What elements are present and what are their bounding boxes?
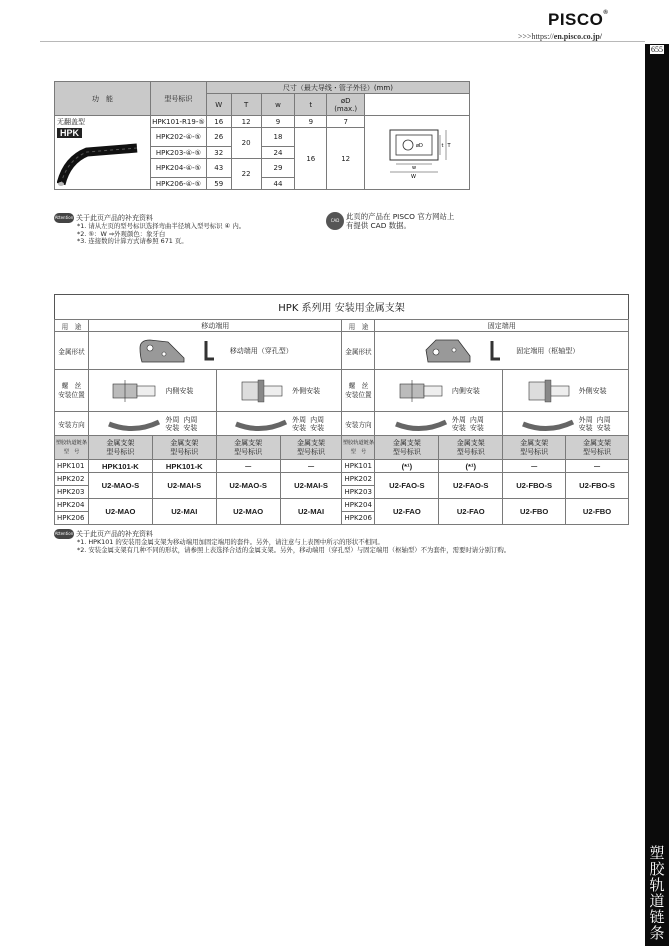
t-cell: 9 [295, 116, 327, 128]
part-number: U2-MAO [216, 499, 280, 525]
col-dim-group: 尺寸（最大导线・管子外径）(mm) [206, 82, 469, 94]
page-number: 655 [645, 45, 669, 54]
inner-mount-label: 内周 安装 [469, 415, 484, 432]
row-model-head: 塑胶轨道链条 型 号 [342, 436, 375, 460]
model-cell: HPK204-④-⑤ [150, 159, 206, 178]
note-line: *3. 连接数的计算方式请参照 671 页。 [77, 237, 188, 246]
part-number: U2-MAO-S [216, 473, 280, 499]
col-head: 金属支架 型号标识 [503, 436, 566, 460]
fixed-bracket-icon [424, 338, 474, 364]
w-cell: 18 [261, 128, 295, 147]
diagram-label-t: t [441, 142, 444, 149]
T-cell: 22 [231, 159, 261, 190]
header-divider [40, 41, 645, 42]
chain-curve-icon [234, 416, 288, 432]
diagram-header [365, 94, 470, 116]
model-cell: HPK206-④-⑤ [150, 178, 206, 190]
inner-mount-label: 内周 安装 [310, 415, 325, 432]
website-url[interactable]: >>>https://en.pisco.co.jp/ [518, 32, 602, 41]
shape-moving-cell [88, 332, 342, 370]
col-w: w [261, 94, 295, 116]
col-head: 金属支架 型号标识 [280, 436, 342, 460]
note-head: 关于此页产品的补充资料 [76, 214, 153, 222]
direction-fixed-b [503, 412, 629, 436]
part-number: － [566, 460, 629, 473]
part-number: U2-FAO-S [375, 473, 439, 499]
w-cell: 29 [261, 159, 295, 178]
table-row-label: HPK101 [342, 460, 375, 473]
row-shape: 金属形状 [55, 332, 89, 370]
row-direction: 安装方向 [342, 412, 375, 436]
row-use: 用 途 [342, 320, 375, 332]
diagram-label-w: w [412, 164, 417, 171]
W-cell: 59 [206, 178, 231, 190]
W-cell: 32 [206, 147, 231, 159]
col-W: W [206, 94, 231, 116]
table-row-label: HPK206 [55, 512, 89, 525]
spec-table [54, 81, 470, 190]
part-number: － [216, 460, 280, 473]
part-number: U2-FBO-S [566, 473, 629, 499]
supplement-note-1 [54, 213, 314, 246]
screw-inner-fixed [375, 370, 503, 412]
cad-icon: CAD [326, 212, 344, 230]
note-line: *2. 安装金属支架有几种不同的形状，请参照上表选择合适的金属支架。另外，移动端用（穿孔型）与固定端用（枢轴型）不为套件，需要时请分别订购。 [77, 545, 511, 554]
moving-bracket-icon [138, 338, 188, 364]
note-line: *1. 请从左页的型号标识选择弯曲半径填入型号标识 ④ 内。 [77, 222, 246, 230]
inner-mount-icon [398, 378, 446, 404]
row-model-head: 塑胶轨道链条 型 号 [55, 436, 89, 460]
part-number: (*¹) [439, 460, 503, 473]
D-cell: 12 [327, 128, 365, 190]
use-fixed: 固定端用 [375, 320, 629, 332]
w-cell: 24 [261, 147, 295, 159]
pisco-logo: PISCO® [548, 10, 609, 29]
note-line: *1. HPK101 的安装用金属支架为移动端用加固定端用的套件。另外，请注意与上表图中所示的形状不相同。 [77, 538, 384, 546]
outer-mount-label: 外周 安装 [165, 415, 180, 432]
info-icon: Attention [54, 213, 74, 223]
side-title: 塑 胶 轨 道 链 条 [649, 844, 665, 942]
col-function: 功 能 [55, 82, 151, 116]
col-head: 金属支架 型号标识 [566, 436, 629, 460]
l-bracket-icon [488, 339, 502, 363]
part-number: U2-MAO [88, 499, 152, 525]
part-number: － [503, 460, 566, 473]
t-cell: 16 [295, 128, 327, 190]
part-number: U2-MAO-S [88, 473, 152, 499]
table-row-label: HPK203 [55, 486, 89, 499]
inner-mount-label: 内周 安装 [596, 415, 611, 432]
inner-mount-icon [111, 378, 159, 404]
direction-moving-b [216, 412, 342, 436]
row-shape: 金属形状 [342, 332, 375, 370]
part-number: U2-MAI [280, 499, 342, 525]
part-number: U2-FAO [439, 499, 503, 525]
part-number: U2-FAO-S [439, 473, 503, 499]
col-D: øD (max.) [327, 94, 365, 116]
chain-curve-icon [394, 416, 448, 432]
table-row-label: HPK202 [342, 473, 375, 486]
inner-label: 内側安装 [451, 386, 480, 395]
row-use: 用 途 [55, 320, 89, 332]
part-number: U2-FAO [375, 499, 439, 525]
col-head: 金属支架 型号标识 [439, 436, 503, 460]
part-number: U2-MAI-S [152, 473, 216, 499]
outer-mount-label: 外周 安装 [451, 415, 466, 432]
table-row-label: HPK204 [55, 499, 89, 512]
w-cell: 9 [261, 116, 295, 128]
function-cell [55, 116, 151, 190]
hpk-badge: HPK [57, 128, 82, 138]
col-t: t [295, 94, 327, 116]
col-T: T [231, 94, 261, 116]
model-cell: HPK101-R19-⑤ [152, 117, 205, 126]
table-row-label: HPK206 [342, 512, 375, 525]
table-row-label: HPK202 [55, 473, 89, 486]
col-head: 金属支架 型号标识 [375, 436, 439, 460]
shape-fixed-cell [375, 332, 629, 370]
T-cell: 20 [231, 128, 261, 159]
outer-mount-icon [238, 378, 286, 404]
bracket-table [54, 319, 629, 525]
outer-label: 外側安装 [578, 386, 607, 395]
part-number: U2-MAI [152, 499, 216, 525]
row-screw: 螺 丝 安装位置 [342, 370, 375, 412]
side-band [645, 44, 669, 946]
chain-curve-icon [107, 416, 161, 432]
col-head: 金属支架 型号标识 [152, 436, 216, 460]
shape-moving-label: 移动端用（穿孔型） [229, 346, 293, 355]
D-cell: 7 [327, 116, 365, 128]
w-cell: 44 [261, 178, 295, 190]
outer-mount-label: 外周 安装 [292, 415, 307, 432]
dimension-diagram-cell [365, 116, 470, 190]
part-number: U2-FBO [566, 499, 629, 525]
diagram-label-D: øD [416, 142, 423, 149]
W-cell: 26 [206, 128, 231, 147]
part-number: － [280, 460, 342, 473]
diagram-label-T: T [447, 142, 451, 149]
cad-note [326, 212, 486, 230]
part-number: U2-MAI-S [280, 473, 342, 499]
note-head: 关于此页产品的补充资料 [76, 530, 153, 538]
row-screw: 螺 丝 安装位置 [55, 370, 89, 412]
chain-image [57, 140, 143, 188]
dimension-diagram [382, 124, 452, 180]
inner-mount-label: 内周 安装 [183, 415, 198, 432]
cad-line-2: 有提供 CAD 数据。 [346, 221, 411, 230]
T-cell: 12 [231, 116, 261, 128]
supplement-note-2 [54, 529, 634, 554]
part-number: U2-FBO-S [503, 473, 566, 499]
table-row-label: HPK101 [55, 460, 89, 473]
screw-inner-moving [88, 370, 216, 412]
direction-moving-a [88, 412, 216, 436]
model-cell: HPK203-④-⑤ [150, 147, 206, 159]
part-number: (*¹) [375, 460, 439, 473]
model-cell: HPK202-④-⑤ [150, 128, 206, 147]
direction-fixed-a [375, 412, 503, 436]
col-model: 型号标识 [150, 82, 206, 116]
use-moving: 移动端用 [88, 320, 342, 332]
W-cell: 43 [206, 159, 231, 178]
l-bracket-icon [202, 339, 216, 363]
note-line: *2. ⑤：W ⇒外观颜色：象牙白 [77, 229, 166, 238]
inner-label: 内側安装 [165, 386, 194, 395]
chain-curve-icon [521, 416, 575, 432]
table-row-label: HPK204 [342, 499, 375, 512]
info-icon: Attention [54, 529, 74, 539]
row-direction: 安装方向 [55, 412, 89, 436]
outer-mount-label: 外周 安装 [578, 415, 593, 432]
col-head: 金属支架 型号标识 [88, 436, 152, 460]
part-number: U2-FBO [503, 499, 566, 525]
screw-outer-fixed [503, 370, 629, 412]
W-cell: 16 [206, 116, 231, 128]
outer-label: 外側安装 [292, 386, 321, 395]
outer-mount-icon [525, 378, 573, 404]
function-label: 无翻盖型 [57, 118, 85, 126]
part-number: HPK101-K [152, 460, 216, 473]
cad-line-1: 此页的产品在 PISCO 官方网站上 [346, 212, 455, 221]
screw-outer-moving [216, 370, 342, 412]
col-head: 金属支架 型号标识 [216, 436, 280, 460]
shape-fixed-label: 固定端用（枢轴型） [516, 346, 580, 355]
table-row-label: HPK203 [342, 486, 375, 499]
bracket-title: HPK 系列用 安装用金属支架 [278, 303, 405, 314]
part-number: HPK101-K [88, 460, 152, 473]
diagram-label-W: W [411, 173, 417, 180]
